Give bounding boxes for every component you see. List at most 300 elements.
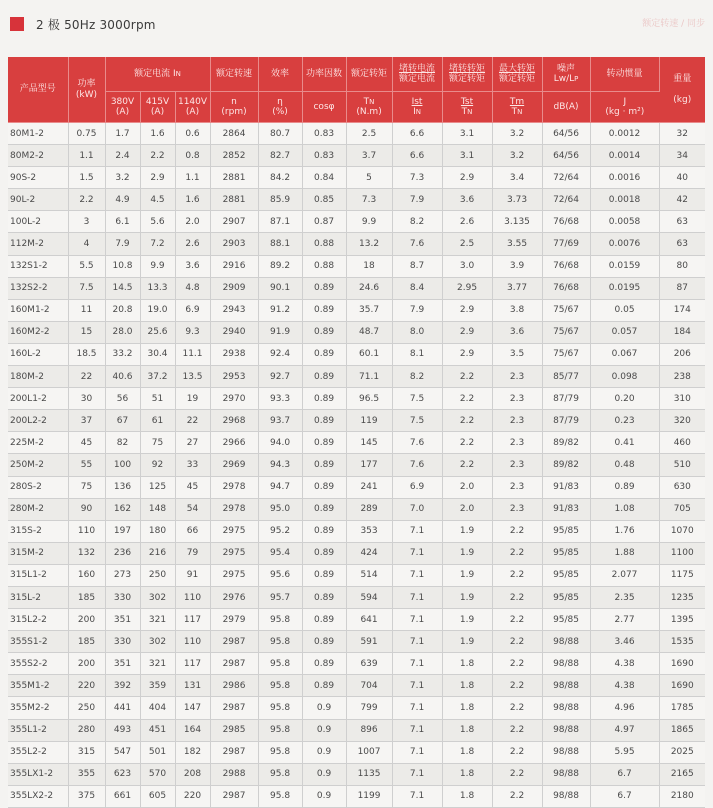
cell-power: 200	[68, 653, 105, 675]
col-torque-unit: TN (N.m)	[346, 92, 392, 123]
cell-efficiency: 95.4	[258, 542, 302, 564]
cell-weight: 460	[659, 432, 705, 454]
table-row	[8, 189, 705, 211]
cell-weight: 1235	[659, 586, 705, 608]
cell-current-380v: 4.9	[105, 189, 140, 211]
cell-current-1140v: 117	[175, 653, 210, 675]
cell-weight: 174	[659, 299, 705, 321]
cell-lrc-ratio: 7.0	[392, 498, 442, 520]
cell-inertia: 2.35	[590, 586, 659, 608]
cell-weight: 206	[659, 343, 705, 365]
cell-model: 160M1-2	[8, 299, 68, 321]
cell-model: 90L-2	[8, 189, 68, 211]
cell-inertia: 4.38	[590, 653, 659, 675]
cell-current-415v: 216	[140, 542, 175, 564]
cell-power-factor: 0.89	[302, 564, 346, 586]
cell-speed: 2987	[210, 741, 258, 763]
cell-lrc-ratio: 8.7	[392, 255, 442, 277]
table-header	[8, 57, 705, 123]
cell-current-380v: 3.2	[105, 167, 140, 189]
cell-current-1140v: 2.0	[175, 211, 210, 233]
cell-lrc-ratio: 8.2	[392, 211, 442, 233]
cell-speed: 2881	[210, 167, 258, 189]
cell-weight: 320	[659, 410, 705, 432]
cell-model: 280S-2	[8, 476, 68, 498]
cell-current-1140v: 0.6	[175, 123, 210, 145]
cell-current-1140v: 13.5	[175, 366, 210, 388]
cell-lrc-ratio: 7.1	[392, 741, 442, 763]
cell-power: 3	[68, 211, 105, 233]
cell-inertia: 0.0159	[590, 255, 659, 277]
cell-lrt-ratio: 1.8	[442, 741, 492, 763]
cell-bdt-ratio: 2.3	[492, 476, 542, 498]
cell-inertia: 0.057	[590, 321, 659, 343]
cell-efficiency: 95.8	[258, 609, 302, 631]
col-speed: 额定转速	[210, 57, 258, 92]
cell-weight: 310	[659, 388, 705, 410]
cell-power-factor: 0.89	[302, 299, 346, 321]
cell-power-factor: 0.88	[302, 255, 346, 277]
cell-current-380v: 7.9	[105, 233, 140, 255]
cell-lrc-ratio: 7.5	[392, 410, 442, 432]
cell-model: 315L2-2	[8, 609, 68, 631]
cell-speed: 2903	[210, 233, 258, 255]
cell-current-380v: 28.0	[105, 321, 140, 343]
cell-speed: 2968	[210, 410, 258, 432]
cell-bdt-ratio: 2.2	[492, 697, 542, 719]
table-row	[8, 763, 705, 785]
cell-weight: 630	[659, 476, 705, 498]
cell-efficiency: 95.8	[258, 631, 302, 653]
cell-noise: 95/85	[542, 520, 590, 542]
cell-torque: 13.2	[346, 233, 392, 255]
cell-current-1140v: 9.3	[175, 321, 210, 343]
cell-bdt-ratio: 2.2	[492, 785, 542, 807]
cell-inertia: 1.88	[590, 542, 659, 564]
cell-lrt-ratio: 2.0	[442, 498, 492, 520]
cell-inertia: 1.08	[590, 498, 659, 520]
cell-model: 100L-2	[8, 211, 68, 233]
cell-speed: 2966	[210, 432, 258, 454]
cell-bdt-ratio: 3.2	[492, 123, 542, 145]
cell-current-380v: 2.4	[105, 145, 140, 167]
col-current-group: 额定电流 IN	[105, 57, 210, 92]
cell-current-1140v: 147	[175, 697, 210, 719]
cell-power-factor: 0.89	[302, 520, 346, 542]
cell-efficiency: 95.7	[258, 586, 302, 608]
cell-current-380v: 273	[105, 564, 140, 586]
cell-current-415v: 5.6	[140, 211, 175, 233]
cell-inertia: 0.067	[590, 343, 659, 365]
cell-current-415v: 19.0	[140, 299, 175, 321]
cell-torque: 119	[346, 410, 392, 432]
cell-power-factor: 0.88	[302, 233, 346, 255]
cell-current-380v: 330	[105, 586, 140, 608]
cell-bdt-ratio: 2.3	[492, 366, 542, 388]
cell-lrt-ratio: 2.95	[442, 277, 492, 299]
cell-current-415v: 605	[140, 785, 175, 807]
table-row	[8, 520, 705, 542]
cell-current-415v: 570	[140, 763, 175, 785]
cell-weight: 238	[659, 366, 705, 388]
cell-noise: 98/88	[542, 697, 590, 719]
cell-inertia: 6.7	[590, 763, 659, 785]
cell-model: 250M-2	[8, 454, 68, 476]
col-bdt-ratio: Tm TN	[492, 92, 542, 123]
cell-current-415v: 501	[140, 741, 175, 763]
section-title: 2 极 50Hz 3000rpm	[36, 17, 156, 32]
cell-lrt-ratio: 1.8	[442, 653, 492, 675]
cell-efficiency: 95.8	[258, 675, 302, 697]
cell-lrt-ratio: 1.9	[442, 609, 492, 631]
cell-current-380v: 351	[105, 609, 140, 631]
cell-lrt-ratio: 3.1	[442, 123, 492, 145]
cell-power: 375	[68, 785, 105, 807]
cell-current-415v: 302	[140, 586, 175, 608]
cell-current-380v: 67	[105, 410, 140, 432]
cell-power-factor: 0.89	[302, 631, 346, 653]
cell-torque: 704	[346, 675, 392, 697]
cell-torque: 353	[346, 520, 392, 542]
cell-bdt-ratio: 2.3	[492, 410, 542, 432]
cell-power-factor: 0.89	[302, 454, 346, 476]
cell-power: 4	[68, 233, 105, 255]
cell-power-factor: 0.89	[302, 476, 346, 498]
cell-bdt-ratio: 2.2	[492, 609, 542, 631]
cell-noise: 64/56	[542, 123, 590, 145]
cell-current-415v: 7.2	[140, 233, 175, 255]
cell-power: 160	[68, 564, 105, 586]
cell-power-factor: 0.89	[302, 653, 346, 675]
cell-efficiency: 92.7	[258, 366, 302, 388]
cell-weight: 1690	[659, 675, 705, 697]
cell-current-415v: 75	[140, 432, 175, 454]
cell-current-1140v: 3.6	[175, 255, 210, 277]
cell-lrt-ratio: 2.2	[442, 454, 492, 476]
col-inertia: 转动惯量	[590, 57, 659, 92]
cell-power-factor: 0.9	[302, 697, 346, 719]
table-row	[8, 586, 705, 608]
cell-lrc-ratio: 7.1	[392, 564, 442, 586]
cell-model: 315S-2	[8, 520, 68, 542]
cell-bdt-ratio: 2.3	[492, 498, 542, 520]
cell-power: 280	[68, 719, 105, 741]
cell-current-415v: 451	[140, 719, 175, 741]
cell-speed: 2909	[210, 277, 258, 299]
cell-power-factor: 0.89	[302, 343, 346, 365]
table-row	[8, 167, 705, 189]
cell-noise: 91/83	[542, 498, 590, 520]
table-row	[8, 211, 705, 233]
cell-lrc-ratio: 7.6	[392, 454, 442, 476]
cell-model: 355S1-2	[8, 631, 68, 653]
cell-current-380v: 14.5	[105, 277, 140, 299]
cell-weight: 1070	[659, 520, 705, 542]
cell-lrt-ratio: 2.5	[442, 233, 492, 255]
cell-weight: 87	[659, 277, 705, 299]
cell-current-1140v: 45	[175, 476, 210, 498]
cell-noise: 75/67	[542, 343, 590, 365]
cell-speed: 2976	[210, 586, 258, 608]
cell-torque: 1007	[346, 741, 392, 763]
cell-current-1140v: 79	[175, 542, 210, 564]
cell-weight: 184	[659, 321, 705, 343]
cell-lrc-ratio: 6.9	[392, 476, 442, 498]
cell-lrt-ratio: 2.2	[442, 388, 492, 410]
cell-lrt-ratio: 2.9	[442, 343, 492, 365]
table-row	[8, 321, 705, 343]
cell-power: 1.1	[68, 145, 105, 167]
cell-current-380v: 197	[105, 520, 140, 542]
cell-efficiency: 84.2	[258, 167, 302, 189]
cell-efficiency: 94.0	[258, 432, 302, 454]
cell-model: 355L1-2	[8, 719, 68, 741]
cell-efficiency: 90.1	[258, 277, 302, 299]
cell-torque: 5	[346, 167, 392, 189]
cell-torque: 594	[346, 586, 392, 608]
cell-torque: 18	[346, 255, 392, 277]
cell-lrt-ratio: 2.6	[442, 211, 492, 233]
cell-weight: 40	[659, 167, 705, 189]
cell-noise: 95/85	[542, 542, 590, 564]
cell-lrc-ratio: 7.3	[392, 167, 442, 189]
cell-efficiency: 92.4	[258, 343, 302, 365]
cell-inertia: 0.0012	[590, 123, 659, 145]
cell-weight: 2180	[659, 785, 705, 807]
cell-model: 355M2-2	[8, 697, 68, 719]
cell-power: 18.5	[68, 343, 105, 365]
table-row	[8, 366, 705, 388]
cell-torque: 9.9	[346, 211, 392, 233]
cell-inertia: 0.098	[590, 366, 659, 388]
cell-lrc-ratio: 6.6	[392, 123, 442, 145]
cell-model: 315L1-2	[8, 564, 68, 586]
cell-current-415v: 9.9	[140, 255, 175, 277]
cell-power-factor: 0.89	[302, 432, 346, 454]
cell-speed: 2978	[210, 498, 258, 520]
cell-speed: 2985	[210, 719, 258, 741]
cell-noise: 75/67	[542, 321, 590, 343]
cell-torque: 639	[346, 653, 392, 675]
cell-current-415v: 148	[140, 498, 175, 520]
cell-current-380v: 40.6	[105, 366, 140, 388]
cell-current-415v: 30.4	[140, 343, 175, 365]
cell-current-1140v: 1.1	[175, 167, 210, 189]
cell-weight: 1395	[659, 609, 705, 631]
cell-torque: 1135	[346, 763, 392, 785]
cell-current-1140v: 220	[175, 785, 210, 807]
cell-power-factor: 0.89	[302, 321, 346, 343]
cell-bdt-ratio: 3.4	[492, 167, 542, 189]
cell-lrc-ratio: 8.1	[392, 343, 442, 365]
cell-weight: 705	[659, 498, 705, 520]
cell-noise: 98/88	[542, 653, 590, 675]
cell-torque: 24.6	[346, 277, 392, 299]
cell-model: 132S2-2	[8, 277, 68, 299]
cell-torque: 1199	[346, 785, 392, 807]
cell-weight: 1100	[659, 542, 705, 564]
cell-noise: 75/67	[542, 299, 590, 321]
cell-efficiency: 93.7	[258, 410, 302, 432]
cell-model: 355L2-2	[8, 741, 68, 763]
cell-noise: 95/85	[542, 609, 590, 631]
cell-power: 132	[68, 542, 105, 564]
cell-torque: 96.5	[346, 388, 392, 410]
cell-power: 45	[68, 432, 105, 454]
cell-speed: 2907	[210, 211, 258, 233]
table-row	[8, 145, 705, 167]
col-lrc-ratio: Ist IN	[392, 92, 442, 123]
cell-noise: 98/88	[542, 719, 590, 741]
cell-lrt-ratio: 2.2	[442, 366, 492, 388]
cell-power: 1.5	[68, 167, 105, 189]
cell-speed: 2986	[210, 675, 258, 697]
cell-power: 185	[68, 586, 105, 608]
cell-efficiency: 95.8	[258, 719, 302, 741]
cell-power: 110	[68, 520, 105, 542]
cell-power-factor: 0.89	[302, 498, 346, 520]
cell-current-415v: 321	[140, 653, 175, 675]
cell-power-factor: 0.89	[302, 366, 346, 388]
cell-efficiency: 80.7	[258, 123, 302, 145]
cell-lrc-ratio: 8.2	[392, 366, 442, 388]
cell-lrt-ratio: 1.9	[442, 631, 492, 653]
cell-model: 355LX1-2	[8, 763, 68, 785]
cell-speed: 2938	[210, 343, 258, 365]
cell-lrt-ratio: 3.0	[442, 255, 492, 277]
table-row	[8, 498, 705, 520]
cell-current-1140v: 110	[175, 631, 210, 653]
cell-bdt-ratio: 2.2	[492, 763, 542, 785]
cell-model: 225M-2	[8, 432, 68, 454]
cell-inertia: 6.7	[590, 785, 659, 807]
cell-noise: 89/82	[542, 454, 590, 476]
cell-inertia: 0.0018	[590, 189, 659, 211]
cell-power: 0.75	[68, 123, 105, 145]
cell-power: 185	[68, 631, 105, 653]
cell-power-factor: 0.9	[302, 785, 346, 807]
col-model: 产品型号	[8, 57, 68, 123]
cell-torque: 424	[346, 542, 392, 564]
cell-lrc-ratio: 8.0	[392, 321, 442, 343]
col-torque: 额定转矩	[346, 57, 392, 92]
col-power-factor-unit: cosφ	[302, 92, 346, 123]
col-locked-rotor-torque: 堵转转矩 额定转矩	[442, 57, 492, 92]
cell-noise: 76/68	[542, 277, 590, 299]
cell-power: 220	[68, 675, 105, 697]
cell-torque: 48.7	[346, 321, 392, 343]
cell-weight: 2165	[659, 763, 705, 785]
cell-noise: 87/79	[542, 410, 590, 432]
cell-power: 7.5	[68, 277, 105, 299]
cell-model: 355LX2-2	[8, 785, 68, 807]
cell-current-1140v: 11.1	[175, 343, 210, 365]
cell-model: 280M-2	[8, 498, 68, 520]
cell-torque: 7.3	[346, 189, 392, 211]
col-current-415v: 415V (A)	[140, 92, 175, 123]
cell-noise: 98/88	[542, 763, 590, 785]
cell-noise: 98/88	[542, 785, 590, 807]
cell-inertia: 0.0058	[590, 211, 659, 233]
cell-noise: 98/88	[542, 631, 590, 653]
cell-lrt-ratio: 1.8	[442, 697, 492, 719]
cell-power-factor: 0.9	[302, 719, 346, 741]
cell-speed: 2978	[210, 476, 258, 498]
cell-model: 112M-2	[8, 233, 68, 255]
cell-current-380v: 10.8	[105, 255, 140, 277]
cell-current-415v: 13.3	[140, 277, 175, 299]
cell-noise: 76/68	[542, 255, 590, 277]
cell-power: 250	[68, 697, 105, 719]
cell-power-factor: 0.83	[302, 123, 346, 145]
cell-model: 80M2-2	[8, 145, 68, 167]
cell-power: 15	[68, 321, 105, 343]
cell-current-380v: 661	[105, 785, 140, 807]
cell-current-1140v: 182	[175, 741, 210, 763]
cell-current-1140v: 208	[175, 763, 210, 785]
cell-torque: 145	[346, 432, 392, 454]
cell-current-415v: 61	[140, 410, 175, 432]
cell-current-380v: 100	[105, 454, 140, 476]
col-noise: 噪声 Lw/LP	[542, 57, 590, 92]
cell-model: 180M-2	[8, 366, 68, 388]
table-row	[8, 675, 705, 697]
cell-power-factor: 0.89	[302, 277, 346, 299]
cell-current-1140v: 164	[175, 719, 210, 741]
cell-inertia: 0.0195	[590, 277, 659, 299]
cell-power-factor: 0.89	[302, 609, 346, 631]
cell-model: 315M-2	[8, 542, 68, 564]
cell-weight: 1175	[659, 564, 705, 586]
cell-lrc-ratio: 7.1	[392, 653, 442, 675]
col-breakdown-torque: 最大转矩 额定转矩	[492, 57, 542, 92]
cell-inertia: 4.97	[590, 719, 659, 741]
col-weight: 重量 (kg)	[659, 57, 705, 123]
col-current-380v: 380V (A)	[105, 92, 140, 123]
cell-lrt-ratio: 2.9	[442, 321, 492, 343]
cell-torque: 514	[346, 564, 392, 586]
cell-model: 160M2-2	[8, 321, 68, 343]
cell-lrt-ratio: 1.9	[442, 586, 492, 608]
cell-weight: 80	[659, 255, 705, 277]
cell-current-415v: 250	[140, 564, 175, 586]
cell-lrt-ratio: 2.9	[442, 167, 492, 189]
cell-bdt-ratio: 2.2	[492, 542, 542, 564]
col-locked-rotor-current: 堵转电流 额定电流	[392, 57, 442, 92]
cell-lrt-ratio: 1.9	[442, 542, 492, 564]
cell-speed: 2943	[210, 299, 258, 321]
cell-lrt-ratio: 3.1	[442, 145, 492, 167]
cell-noise: 64/56	[542, 145, 590, 167]
cell-power: 2.2	[68, 189, 105, 211]
cell-power: 355	[68, 763, 105, 785]
col-current-1140v: 1140V (A)	[175, 92, 210, 123]
cell-speed: 2916	[210, 255, 258, 277]
red-square-icon	[10, 17, 24, 31]
cell-weight: 42	[659, 189, 705, 211]
col-efficiency-unit: η (%)	[258, 92, 302, 123]
cell-lrt-ratio: 1.8	[442, 763, 492, 785]
cell-torque: 60.1	[346, 343, 392, 365]
cell-noise: 72/64	[542, 189, 590, 211]
cell-current-380v: 330	[105, 631, 140, 653]
cell-current-1140v: 91	[175, 564, 210, 586]
motor-spec-table	[8, 57, 705, 808]
cell-weight: 1535	[659, 631, 705, 653]
cell-torque: 289	[346, 498, 392, 520]
cell-lrc-ratio: 7.1	[392, 675, 442, 697]
cell-noise: 87/79	[542, 388, 590, 410]
